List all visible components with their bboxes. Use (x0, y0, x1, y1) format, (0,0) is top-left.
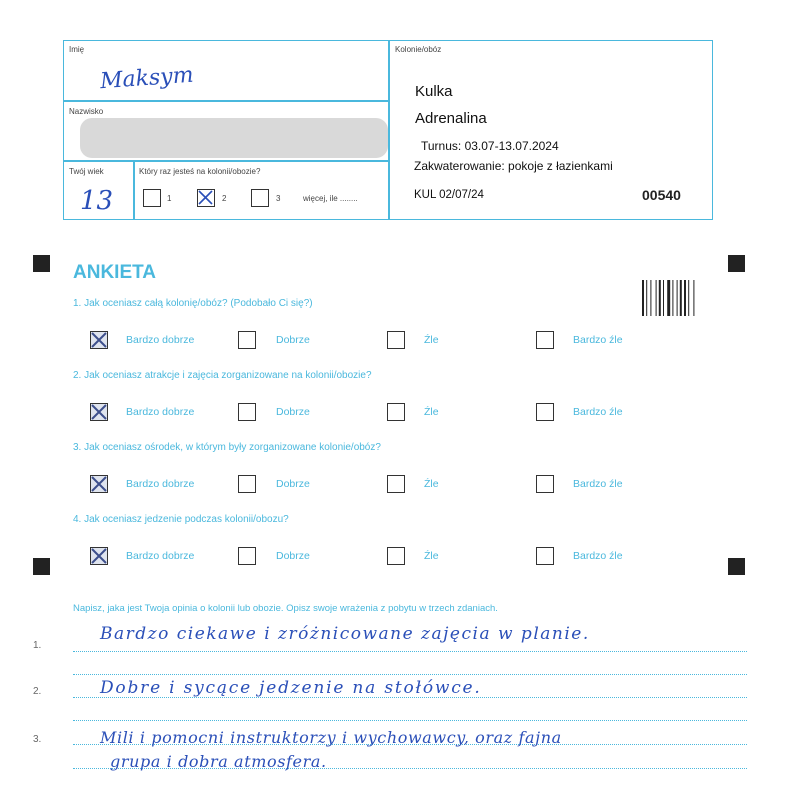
opinion-prompt: Napisz, jaka jest Twoja opinia o kolonii lub obozie. Opisz swoje wrażenia z pobytu w trzech zdaniach. (73, 603, 498, 614)
rating-checkbox[interactable] (238, 547, 256, 565)
check-x-icon (90, 403, 108, 421)
surname-redacted (80, 118, 388, 158)
rating-option-label: Bardzo dobrze (126, 550, 195, 562)
rating-checkbox[interactable] (387, 403, 405, 421)
divider (63, 160, 389, 162)
rating-checkbox[interactable] (238, 403, 256, 421)
rating-option-label: Źle (424, 334, 439, 346)
survey-title: ANKIETA (73, 262, 157, 283)
barcode-bar (684, 280, 686, 316)
check-x-icon (90, 331, 108, 349)
rating-checkbox[interactable] (90, 547, 108, 565)
age-label: Twój wiek (69, 167, 104, 176)
barcode-bar (663, 280, 664, 316)
rating-checkbox[interactable] (90, 331, 108, 349)
rating-option-label: Źle (424, 406, 439, 418)
barcode-bar (693, 280, 694, 316)
registration-mark (33, 558, 50, 575)
registration-mark (728, 558, 745, 575)
barcode-bar (677, 280, 678, 316)
times-checkbox-2[interactable] (197, 189, 215, 207)
rating-checkbox[interactable] (536, 331, 554, 349)
times-label: Który raz jesteś na kolonii/obozie? (139, 167, 261, 176)
check-x-icon (90, 547, 108, 565)
header-divider (388, 40, 390, 220)
barcode (642, 280, 696, 316)
rating-checkbox[interactable] (536, 475, 554, 493)
rating-checkbox[interactable] (238, 331, 256, 349)
rating-option-label: Dobrze (276, 550, 310, 562)
question-text: 1. Jak oceniasz całą kolonię/obóz? (Podobało Ci się?) (73, 298, 313, 309)
check-x-icon (198, 190, 213, 205)
line-number-1: 1. (33, 640, 42, 651)
rating-option-label: Bardzo źle (573, 550, 623, 562)
age-value[interactable]: 13 (80, 186, 114, 216)
question-text: 2. Jak oceniasz atrakcje i zajęcia zorganizowane na kolonii/obozie? (73, 370, 372, 381)
name-label: Imię (69, 45, 85, 54)
times-option-more: więcej, ile ........ (303, 194, 358, 203)
opinion-line-3a[interactable]: Mili i pomocni instruktorzy i wychowawcy, oraz fajna (100, 728, 562, 747)
barcode-bar (646, 280, 647, 316)
writing-line (73, 651, 747, 652)
rating-option-label: Źle (424, 478, 439, 490)
times-option-2: 2 (222, 194, 227, 203)
turnus: Turnus: 03.07-13.07.2024 (421, 139, 559, 153)
check-x-icon (90, 475, 108, 493)
rating-option-label: Bardzo dobrze (126, 478, 195, 490)
rating-option-label: Dobrze (276, 334, 310, 346)
line-number-2: 2. (33, 686, 42, 697)
question-text: 3. Jak oceniasz ośrodek, w którym były zorganizowane kolonie/obóz? (73, 442, 381, 453)
rating-checkbox[interactable] (387, 475, 405, 493)
camp-label: Kolonie/obóz (395, 45, 442, 54)
rating-checkbox[interactable] (536, 403, 554, 421)
times-option-3: 3 (276, 194, 281, 203)
rating-checkbox[interactable] (90, 475, 108, 493)
barcode-bar (688, 280, 689, 316)
rating-option-label: Źle (424, 550, 439, 562)
name-value: Maksym (99, 62, 195, 95)
form-number: 00540 (642, 187, 681, 203)
opinion-line-2[interactable]: Dobre i sycące jedzenie na stołówce. (100, 678, 482, 698)
rating-option-label: Bardzo źle (573, 334, 623, 346)
line-number-3: 3. (33, 734, 42, 745)
rating-option-label: Bardzo źle (573, 478, 623, 490)
barcode-bar (656, 280, 657, 316)
registration-mark (728, 255, 745, 272)
camp-line1: Kulka (415, 83, 453, 100)
barcode-bar (672, 280, 673, 316)
times-checkbox-1[interactable] (143, 189, 161, 207)
writing-line (73, 720, 747, 721)
times-option-1: 1 (167, 194, 172, 203)
camp-line2: Adrenalina (415, 110, 487, 127)
rating-option-label: Bardzo dobrze (126, 406, 195, 418)
accommodation: Zakwaterowanie: pokoje z łazienkami (414, 159, 613, 173)
rating-option-label: Dobrze (276, 478, 310, 490)
barcode-bar (642, 280, 644, 316)
times-checkbox-3[interactable] (251, 189, 269, 207)
barcode-bar (667, 280, 670, 316)
rating-checkbox[interactable] (90, 403, 108, 421)
rating-option-label: Dobrze (276, 406, 310, 418)
writing-line (73, 674, 747, 675)
question-text: 4. Jak oceniasz jedzenie podczas kolonii/obozu? (73, 514, 289, 525)
rating-checkbox[interactable] (238, 475, 256, 493)
divider (133, 160, 135, 220)
rating-checkbox[interactable] (387, 331, 405, 349)
divider (63, 100, 389, 102)
rating-checkbox[interactable] (536, 547, 554, 565)
opinion-line-3b[interactable]: grupa i dobra atmosfera. (110, 752, 327, 771)
barcode-bar (659, 280, 661, 316)
opinion-line-1[interactable]: Bardzo ciekawe i zróżnicowane zajęcia w planie. (100, 624, 590, 644)
rating-option-label: Bardzo dobrze (126, 334, 195, 346)
rating-checkbox[interactable] (387, 547, 405, 565)
barcode-bar (650, 280, 651, 316)
barcode-bar (680, 280, 682, 316)
surname-label: Nazwisko (69, 107, 104, 116)
registration-mark (33, 255, 50, 272)
camp-code: KUL 02/07/24 (414, 189, 484, 201)
rating-option-label: Bardzo źle (573, 406, 623, 418)
